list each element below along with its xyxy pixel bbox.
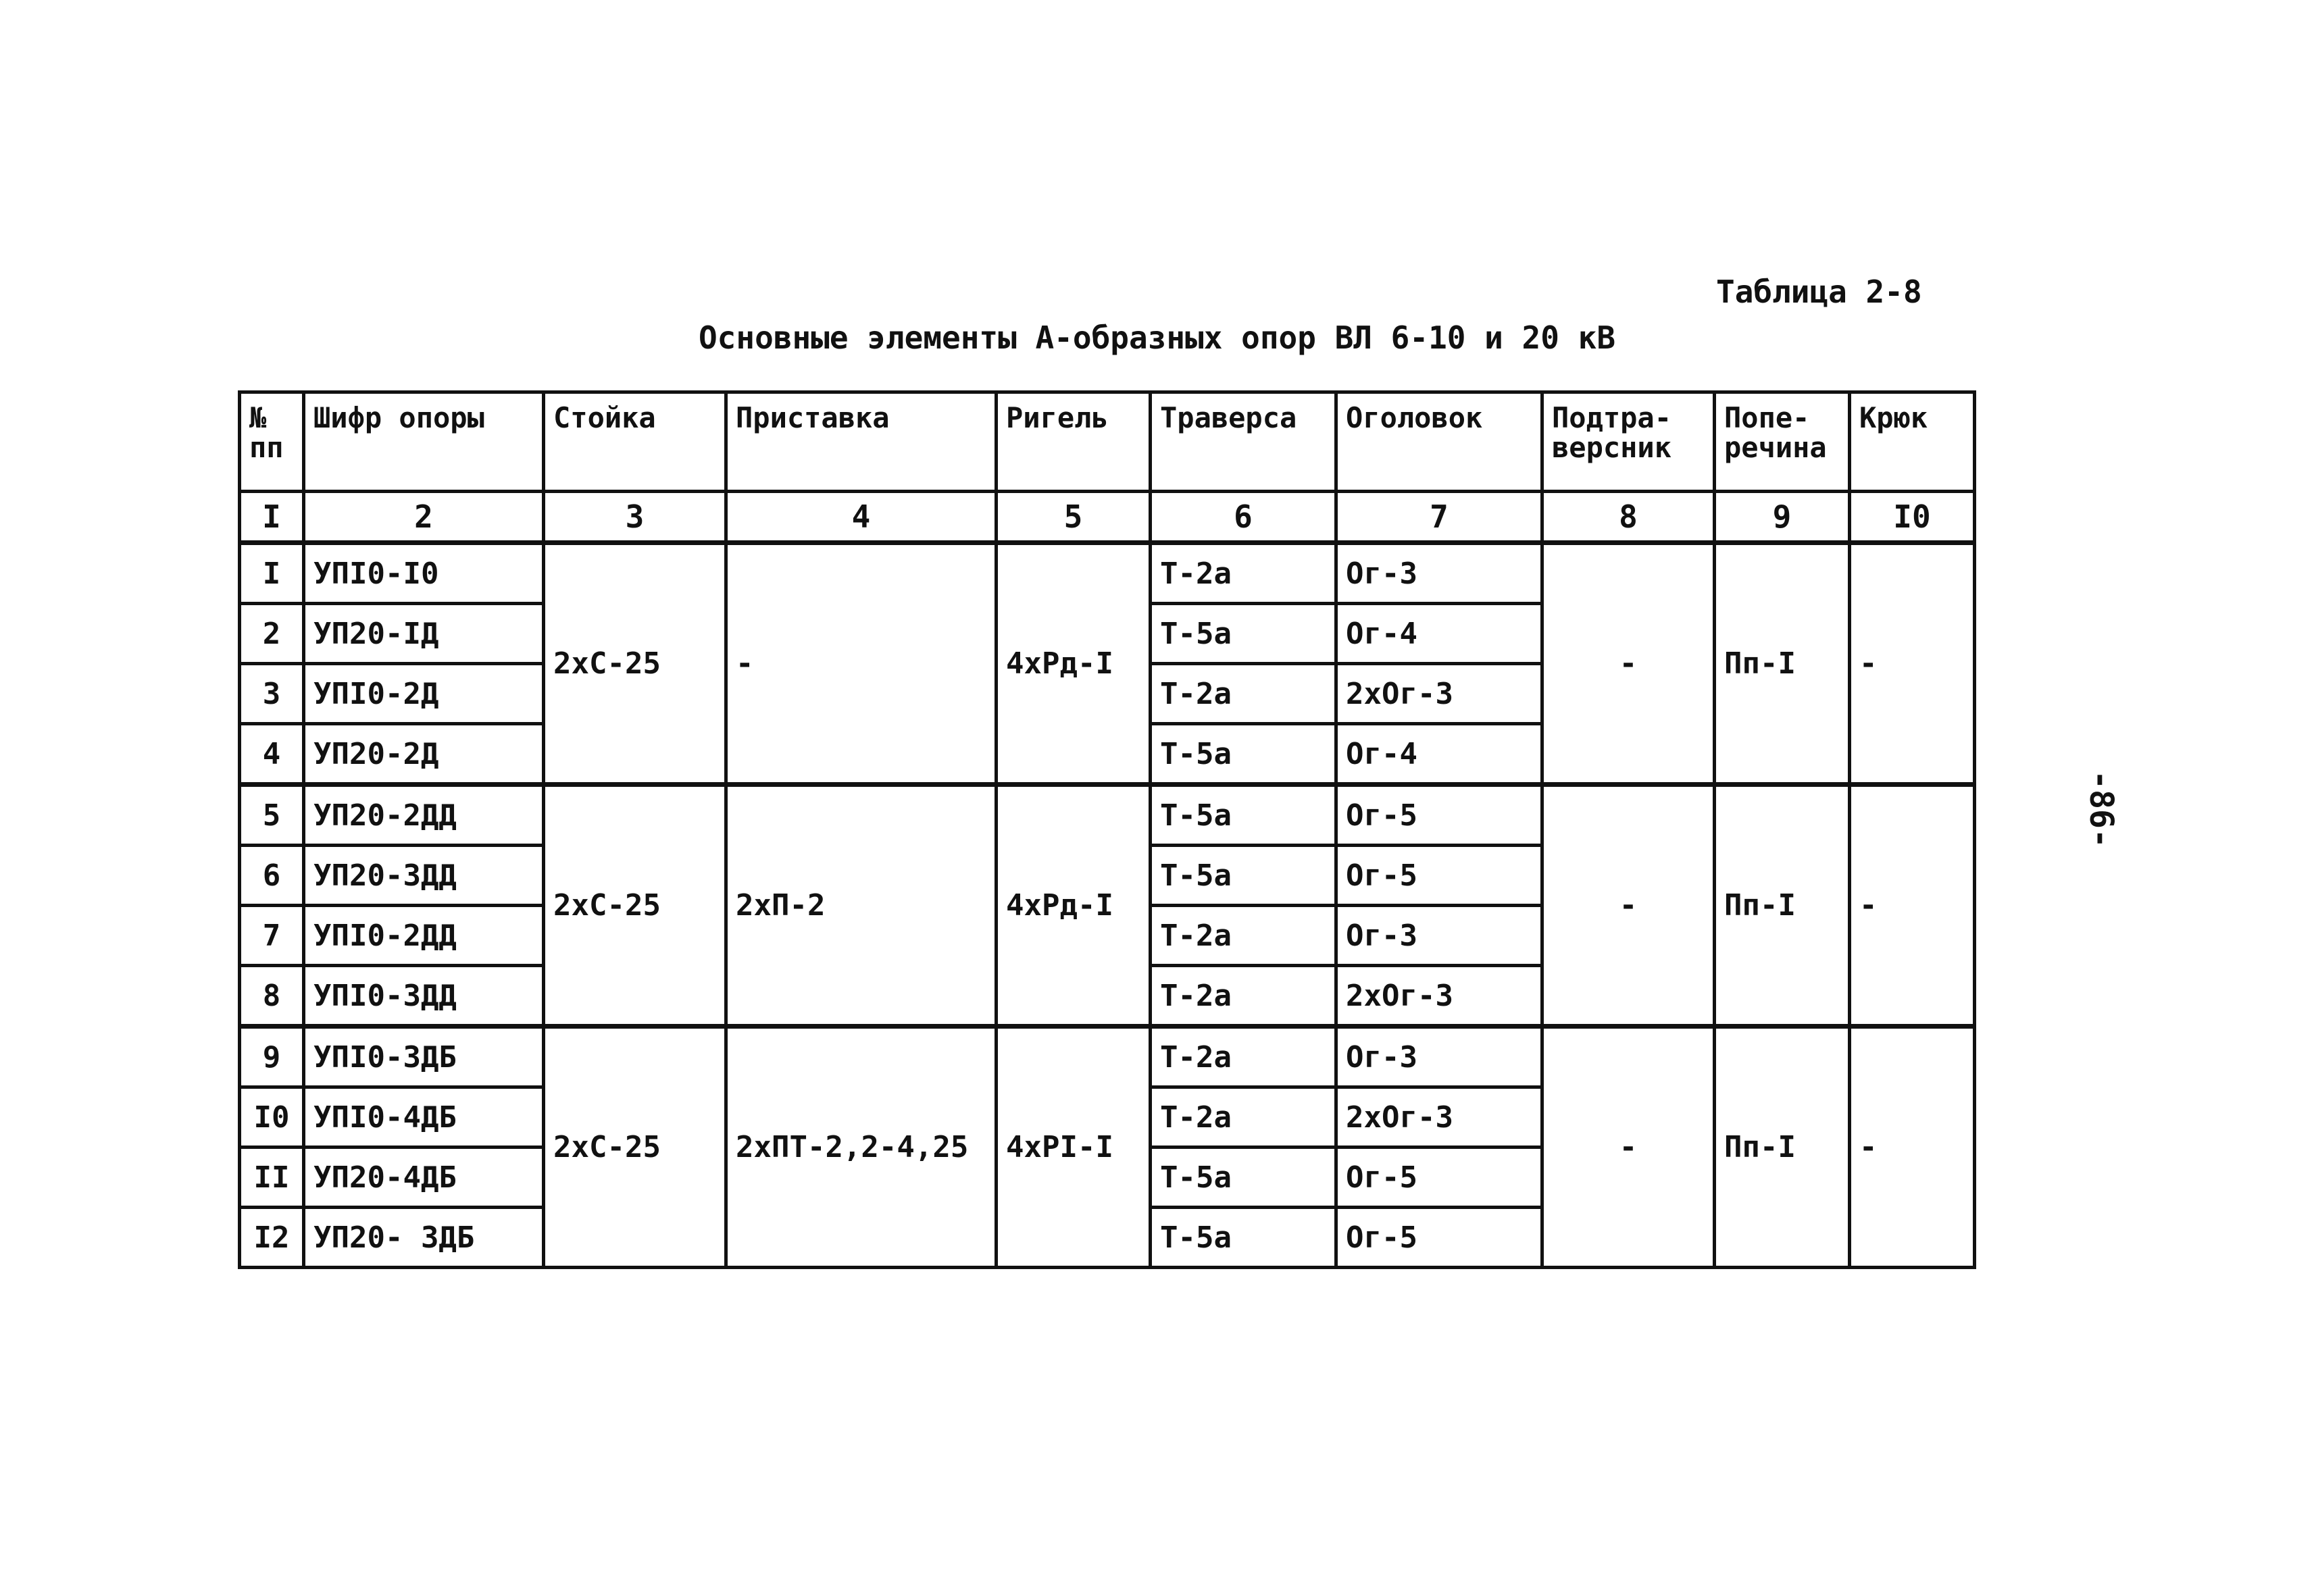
support-code: УПI0-2ДД [304, 906, 544, 966]
support-code: УПI0-3ДБ [304, 1027, 544, 1087]
traversa-cell: Т-2а [1151, 1087, 1336, 1148]
traversa-cell: Т-5а [1151, 785, 1336, 846]
ogolovok-cell: Ог-4 [1336, 604, 1542, 664]
rigel-cell: 4хРд-I [997, 785, 1151, 1027]
ogolovok-cell: Ог-5 [1336, 1208, 1542, 1268]
row-number: I0 [240, 1087, 304, 1148]
podtraversnik-cell: - [1542, 785, 1715, 1027]
column-header: Приставка [726, 392, 997, 492]
pristavka-cell: 2хПТ-2,2-4,25 [726, 1027, 997, 1268]
stoyka-cell: 2хС-25 [544, 543, 726, 785]
pristavka-cell: - [726, 543, 997, 785]
column-number: 8 [1542, 492, 1715, 543]
ogolovok-cell: Ог-5 [1336, 846, 1542, 906]
column-number: 4 [726, 492, 997, 543]
row-number: II [240, 1148, 304, 1208]
column-header: № пп [240, 392, 304, 492]
row-number: 3 [240, 664, 304, 724]
traversa-cell: Т-2а [1151, 543, 1336, 604]
rigel-cell: 4хРд-I [997, 543, 1151, 785]
ogolovok-cell: 2хОг-3 [1336, 1087, 1542, 1148]
support-code: УП20-4ДБ [304, 1148, 544, 1208]
column-number: 6 [1151, 492, 1336, 543]
column-header: Шифр опоры [304, 392, 544, 492]
podtraversnik-cell: - [1542, 543, 1715, 785]
traversa-cell: Т-5а [1151, 1148, 1336, 1208]
column-number: 5 [997, 492, 1151, 543]
row-number: 5 [240, 785, 304, 846]
column-number: 9 [1715, 492, 1850, 543]
ogolovok-cell: Ог-3 [1336, 906, 1542, 966]
kryuk-cell: - [1850, 1027, 1975, 1268]
stoyka-cell: 2хС-25 [544, 1027, 726, 1268]
row-number: 2 [240, 604, 304, 664]
traversa-cell: Т-5а [1151, 724, 1336, 785]
table-group [240, 785, 1975, 1027]
traversa-cell: Т-2а [1151, 664, 1336, 724]
table-row [240, 785, 1975, 846]
stoyka-cell: 2хС-25 [544, 785, 726, 1027]
support-code: УП20-3ДД [304, 846, 544, 906]
traversa-cell: Т-2а [1151, 1027, 1336, 1087]
column-header: Крюк [1850, 392, 1975, 492]
column-header: Подтра- версник [1542, 392, 1715, 492]
table-row [240, 1027, 1975, 1087]
column-number: 7 [1336, 492, 1542, 543]
ogolovok-cell: Ог-3 [1336, 1027, 1542, 1087]
column-header: Попе- речина [1715, 392, 1850, 492]
ogolovok-cell: Ог-5 [1336, 1148, 1542, 1208]
row-number: 6 [240, 846, 304, 906]
column-header: Стойка [544, 392, 726, 492]
column-number: 2 [304, 492, 544, 543]
ogolovok-cell: 2хОг-3 [1336, 664, 1542, 724]
row-number: 4 [240, 724, 304, 785]
poperechina-cell: Пп-I [1715, 785, 1850, 1027]
row-number: I [240, 543, 304, 604]
row-number: 7 [240, 906, 304, 966]
row-number: I2 [240, 1208, 304, 1268]
support-code: УП20-IД [304, 604, 544, 664]
table-group [240, 1027, 1975, 1268]
document-title: Основные элементы А-образных опор ВЛ 6-10 и 20 кВ [698, 319, 1616, 356]
kryuk-cell: - [1850, 543, 1975, 785]
traversa-cell: Т-2а [1151, 966, 1336, 1027]
support-code: УПI0-4ДБ [304, 1087, 544, 1148]
rigel-cell: 4хРI-I [997, 1027, 1151, 1268]
support-code: УП20-2ДД [304, 785, 544, 846]
column-header: Ригель [997, 392, 1151, 492]
supports-table [238, 390, 1976, 1269]
table-row [240, 543, 1975, 604]
pristavka-cell: 2хП-2 [726, 785, 997, 1027]
column-number: I [240, 492, 304, 543]
row-number: 8 [240, 966, 304, 1027]
ogolovok-cell: Ог-5 [1336, 785, 1542, 846]
traversa-cell: Т-2а [1151, 906, 1336, 966]
poperechina-cell: Пп-I [1715, 543, 1850, 785]
support-code: УПI0-2Д [304, 664, 544, 724]
column-header: Траверса [1151, 392, 1336, 492]
table-group [240, 543, 1975, 785]
kryuk-cell: - [1850, 785, 1975, 1027]
traversa-cell: Т-5а [1151, 846, 1336, 906]
column-number: I0 [1850, 492, 1975, 543]
ogolovok-cell: Ог-4 [1336, 724, 1542, 785]
ogolovok-cell: Ог-3 [1336, 543, 1542, 604]
header-row [240, 392, 1975, 492]
page-number: -86- [2082, 770, 2120, 848]
traversa-cell: Т-5а [1151, 604, 1336, 664]
support-code: УПI0-3ДД [304, 966, 544, 1027]
row-number: 9 [240, 1027, 304, 1087]
support-code: УПI0-I0 [304, 543, 544, 604]
column-number: 3 [544, 492, 726, 543]
podtraversnik-cell: - [1542, 1027, 1715, 1268]
column-header: Оголовок [1336, 392, 1542, 492]
poperechina-cell: Пп-I [1715, 1027, 1850, 1268]
ogolovok-cell: 2хОг-3 [1336, 966, 1542, 1027]
support-code: УП20-2Д [304, 724, 544, 785]
column-number-row [240, 492, 1975, 543]
table-label: Таблица 2-8 [1716, 274, 1922, 310]
traversa-cell: Т-5а [1151, 1208, 1336, 1268]
support-code: УП20- 3ДБ [304, 1208, 544, 1268]
